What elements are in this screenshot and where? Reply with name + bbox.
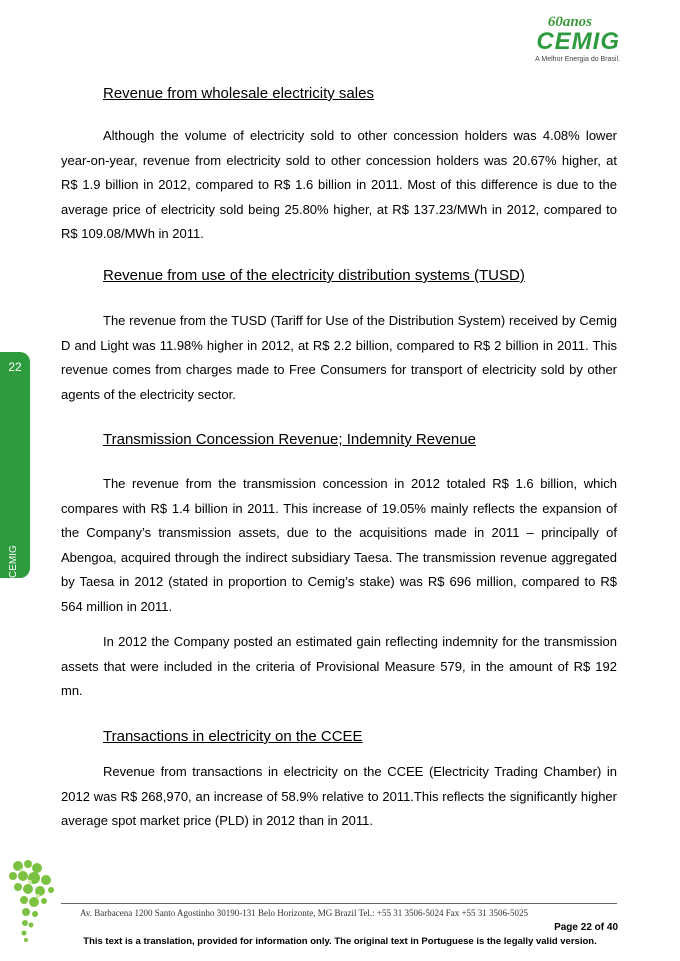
- section-heading-transmission: Transmission Concession Revenue; Indemnity Revenue: [103, 431, 476, 448]
- section-heading-tusd: Revenue from use of the electricity distribution systems (TUSD): [103, 267, 525, 284]
- section-heading-ccee: Transactions in electricity on the CCEE: [103, 728, 363, 745]
- side-page-tab: [0, 352, 30, 578]
- paragraph-tusd: The revenue from the TUSD (Tariff for Use of the Distribution System) received by Cemig D and Light was 11.98% higher in 2012, at R$ 2.2 billion, compared to R$ 2 billion in 2011. This revenue comes from charges made to Free Consumers for transport of electricity sold by other agents of the electricity sector.: [61, 313, 617, 402]
- south-america-dots-icon: [4, 856, 60, 946]
- translation-disclaimer: This text is a translation, provided for information only. The original text in Portuguese is the legally valid version.: [83, 936, 597, 947]
- brand-tagline: A Melhor Energia do Brasil.: [535, 56, 620, 63]
- page-number: Page 22 of 40: [554, 922, 618, 933]
- paragraph-ccee: Revenue from transactions in electricity on the CCEE (Electricity Trading Chamber) in 2012 was R$ 268,970, an increase of 58.9% relative to 2011.This reflects the significantly higher average spot market price (PLD) in 2012 than in 2011.: [61, 764, 617, 828]
- side-page-number: 22: [8, 360, 22, 374]
- footer-address: Av. Barbacena 1200 Santo Agostinho 30190-131 Belo Horizonte, MG Brazil Tel.: +55 31 3506-5024 Fax +55 31 3506-5025: [80, 908, 529, 918]
- paragraph-indemnity: In 2012 the Company posted an estimated gain reflecting indemnity for the transmission assets that were included in the criteria of Provisional Measure 579, in the amount of R$ 192 mn.: [61, 634, 617, 698]
- paragraph-wholesale: Although the volume of electricity sold to other concession holders was 4.08% lower year-on-year, revenue from electricity sold to other concession holders was 20.67% higher, at R$ 1.9 billion in 2012, compared to R$ 1.6 billion in 2011. Most of this difference is due to the average price of electricity sold being 25.80% higher, at R$ 137.23/MWh in 2012, compared to R$ 109.08/MWh in 2011.: [61, 128, 617, 241]
- brand-wordmark: CEMIG: [536, 28, 620, 55]
- cemig-logo: [510, 14, 620, 70]
- footer-divider: [61, 903, 617, 904]
- side-brand-label: CEMIG: [8, 545, 19, 578]
- anniversary-mark: 60anos: [547, 14, 592, 30]
- section-heading-wholesale: Revenue from wholesale electricity sales: [103, 85, 374, 102]
- paragraph-transmission: The revenue from the transmission concession in 2012 totaled R$ 1.6 billion, which compares with R$ 1.4 billion in 2011. This increase of 19.05% mainly reflects the expansion of the Company’s transmission assets, due to the acquisitions made in 2011 – principally of Abengoa, acquired through the indirect subsidiary Taesa. The transmission revenue aggregated by Taesa in 2012 (stated in proportion to Cemig’s stake) was R$ 696 million, compared to R$ 564 million in 2011.: [61, 476, 617, 614]
